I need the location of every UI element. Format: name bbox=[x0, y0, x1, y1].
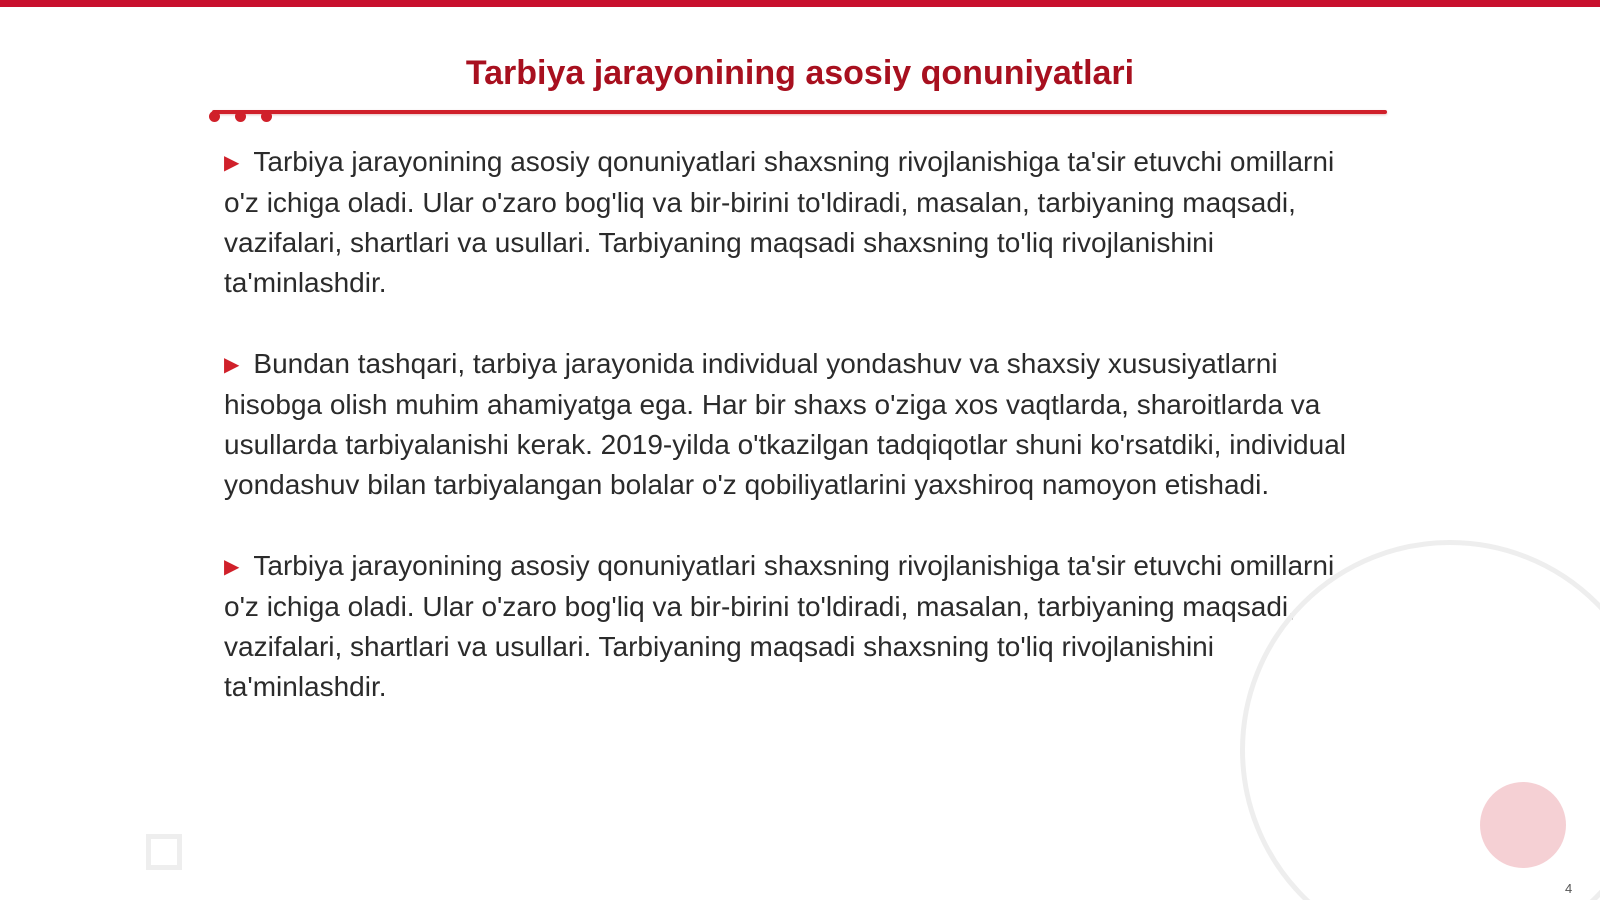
paragraph-text: Bundan tashqari, tarbiya jarayonida individual yondashuv va shaxsiy xususiyatlarni hisobga olish muhim ahamiyatga ega. Har bir shaxs o'ziga xos vaqtlarda, sharoitlarda va usullarda tarbiyalanishi kerak. 2019-yilda o'tkazilgan tadqiqotlar shuni ko'rsatdiki, individual yondashuv bilan tarbiyalangan bolalar o'z qobiliyatlarini yaxshiroq namoyon etishadi. bbox=[224, 348, 1346, 500]
triangle-right-icon: ▶ bbox=[224, 354, 240, 376]
triangle-right-icon: ▶ bbox=[224, 152, 240, 174]
slide-title: Tarbiya jarayonining asosiy qonuniyatlari bbox=[465, 54, 1135, 92]
underline-dot-2 bbox=[235, 111, 246, 122]
underline-dot-3 bbox=[261, 111, 272, 122]
bullet-paragraph-1 bbox=[224, 142, 1374, 303]
triangle-right-icon: ▶ bbox=[224, 556, 240, 578]
slide-content bbox=[224, 142, 1374, 748]
underline-dot-1 bbox=[209, 111, 220, 122]
decorative-square bbox=[146, 834, 182, 870]
paragraph-text: Tarbiya jarayonining asosiy qonuniyatlari shaxsning rivojlanishiga ta'sir etuvchi omillarni o'z ichiga oladi. Ular o'zaro bog'liq va bir-birini to'ldiradi, masalan, tarbiyaning maqsadi, vazifalari, shartlari va usullari. Tarbiyaning maqsadi shaxsning to'liq rivojlanishini ta'minlashdir. bbox=[224, 550, 1335, 702]
top-accent-bar bbox=[0, 0, 1600, 7]
title-underline bbox=[212, 110, 1387, 114]
bullet-paragraph-3 bbox=[224, 546, 1374, 707]
bullet-paragraph-2 bbox=[224, 344, 1374, 505]
decorative-pink-circle bbox=[1480, 782, 1566, 868]
page-number: 4 bbox=[1565, 881, 1573, 896]
paragraph-text: Tarbiya jarayonining asosiy qonuniyatlari shaxsning rivojlanishiga ta'sir etuvchi omillarni o'z ichiga oladi. Ular o'zaro bog'liq va bir-birini to'ldiradi, masalan, tarbiyaning maqsadi, vazifalari, shartlari va usullari. Tarbiyaning maqsadi shaxsning to'liq rivojlanishini ta'minlashdir. bbox=[224, 146, 1335, 298]
